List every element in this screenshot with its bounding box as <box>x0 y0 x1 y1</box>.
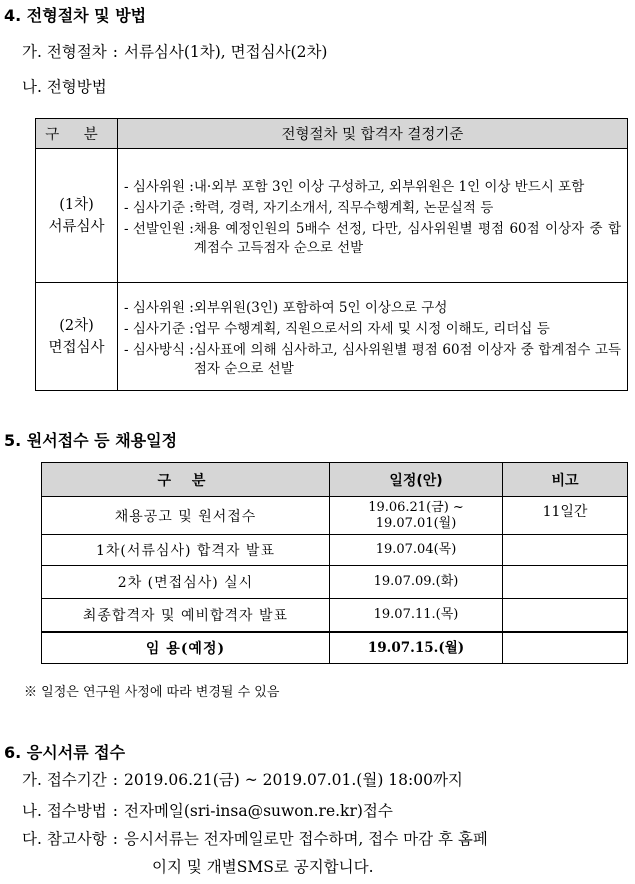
category-name: 면접심사 <box>48 339 105 356</box>
reference-label: 다. 참고사항 <box>22 830 107 848</box>
criteria-item: - 선발인원 : 채용 예정인원의 5배수 선정, 다만, 심사위원별 평점 60점 이상자 중 합계점수 고득점자 순으로 선발 <box>124 220 621 256</box>
reference-line: 다. 참고사항 : 응시서류는 전자메일로만 접수하며, 접수 마감 후 홈페 <box>22 827 488 849</box>
procedure-line: 가. 전형절차 : 서류심사(1차), 면접심사(2차) <box>22 40 327 62</box>
schedule-note <box>503 535 628 566</box>
table-row <box>36 149 628 283</box>
schedule-category: 임 용(예정) <box>42 632 330 664</box>
schedule-date: 19.07.09.(화) <box>330 566 503 599</box>
method-line: 나. 접수방법 : 전자메일(sri-insa@suwon.re.kr)접수 <box>22 799 393 821</box>
category-stage: (2차) <box>59 317 94 334</box>
category-stage: (1차) <box>59 196 94 213</box>
criteria-item: - 심사방식 : 심사표에 의해 심사하고, 심사위원별 평점 60점 이상자 중 합계점수 고득점자 순으로 선발 <box>124 341 621 377</box>
schedule-category: 1차(서류심사) 합격자 발표 <box>42 535 330 566</box>
row-category <box>36 149 118 283</box>
reference-value-1: 응시서류는 전자메일로만 접수하며, 접수 마감 후 홈페 <box>123 830 488 848</box>
criteria-item: - 심사기준 : 업무 수행계획, 직원으로서의 자세 및 시정 이해도, 리더십 등 <box>124 320 550 337</box>
table-header-row <box>36 119 628 149</box>
section-5-title: 5. 원서접수 등 채용일정 <box>4 431 178 450</box>
period-label: 가. 접수기간 <box>22 771 107 789</box>
table-row <box>42 632 628 664</box>
section-4-title: 4. 전형절차 및 방법 <box>4 6 147 25</box>
header-category: 구 분 <box>42 463 330 497</box>
header-category: 구 분 <box>36 119 118 149</box>
criteria-item: - 심사기준 : 학력, 경력, 자기소개서, 직무수행계획, 논문실적 등 <box>124 199 494 216</box>
row-criteria <box>118 149 628 283</box>
table-header-row <box>42 463 628 497</box>
table-row <box>42 566 628 599</box>
table-row <box>42 599 628 632</box>
selection-method-table <box>35 118 628 391</box>
submission-method-value: 전자메일(sri-insa@suwon.re.kr)접수 <box>123 802 393 820</box>
schedule-date: 19.07.04(목) <box>330 535 503 566</box>
section-6-title: 6. 응시서류 접수 <box>4 743 126 762</box>
schedule-category: 2차 (면접심사) 실시 <box>42 566 330 599</box>
schedule-note <box>503 599 628 632</box>
criteria-item: - 심사위원 : 내·외부 포함 3인 이상 구성하고, 외부위원은 1인 이상 반드시 포함 <box>124 178 585 195</box>
schedule-note <box>503 566 628 599</box>
submission-method-label: 나. 접수방법 <box>22 802 107 820</box>
period-line: 가. 접수기간 : 2019.06.21(금) ~ 2019.07.01.(월) 18:00까지 <box>22 768 463 790</box>
row-category <box>36 283 118 391</box>
criteria-item: - 심사위원 : 외부위원(3인) 포함하여 5인 이상으로 구성 <box>124 299 448 316</box>
date-end: 19.07.01(월) <box>375 515 457 531</box>
table-row <box>36 283 628 391</box>
method-label: 나. 전형방법 <box>22 78 107 96</box>
schedule-date: 19.07.15.(월) <box>330 632 503 664</box>
schedule-note: 11일간 <box>503 497 628 535</box>
schedule-category: 최종합격자 및 예비합격자 발표 <box>42 599 330 632</box>
table-row <box>42 497 628 535</box>
period-value: 2019.06.21(금) ~ 2019.07.01.(월) 18:00까지 <box>123 771 463 789</box>
schedule-note-text: ※ 일정은 연구원 사정에 따라 변경될 수 있음 <box>24 685 280 700</box>
procedure-value: 서류심사(1차), 면접심사(2차) <box>123 43 328 61</box>
schedule-category: 채용공고 및 원서접수 <box>42 497 330 535</box>
category-name: 서류심사 <box>48 218 105 235</box>
date-start: 19.06.21(금) ~ <box>368 499 464 515</box>
header-criteria: 전형절차 및 합격자 결정기준 <box>118 119 628 149</box>
header-date: 일정(안) <box>330 463 503 497</box>
reference-value-2: 이지 및 개별SMS로 공지합니다. <box>152 858 374 876</box>
schedule-table <box>41 462 628 664</box>
schedule-note <box>503 632 628 664</box>
row-criteria <box>118 283 628 391</box>
table-row <box>42 535 628 566</box>
procedure-label: 가. 전형절차 <box>22 43 107 61</box>
header-note: 비고 <box>503 463 628 497</box>
schedule-date <box>330 497 503 535</box>
schedule-date: 19.07.11.(목) <box>330 599 503 632</box>
